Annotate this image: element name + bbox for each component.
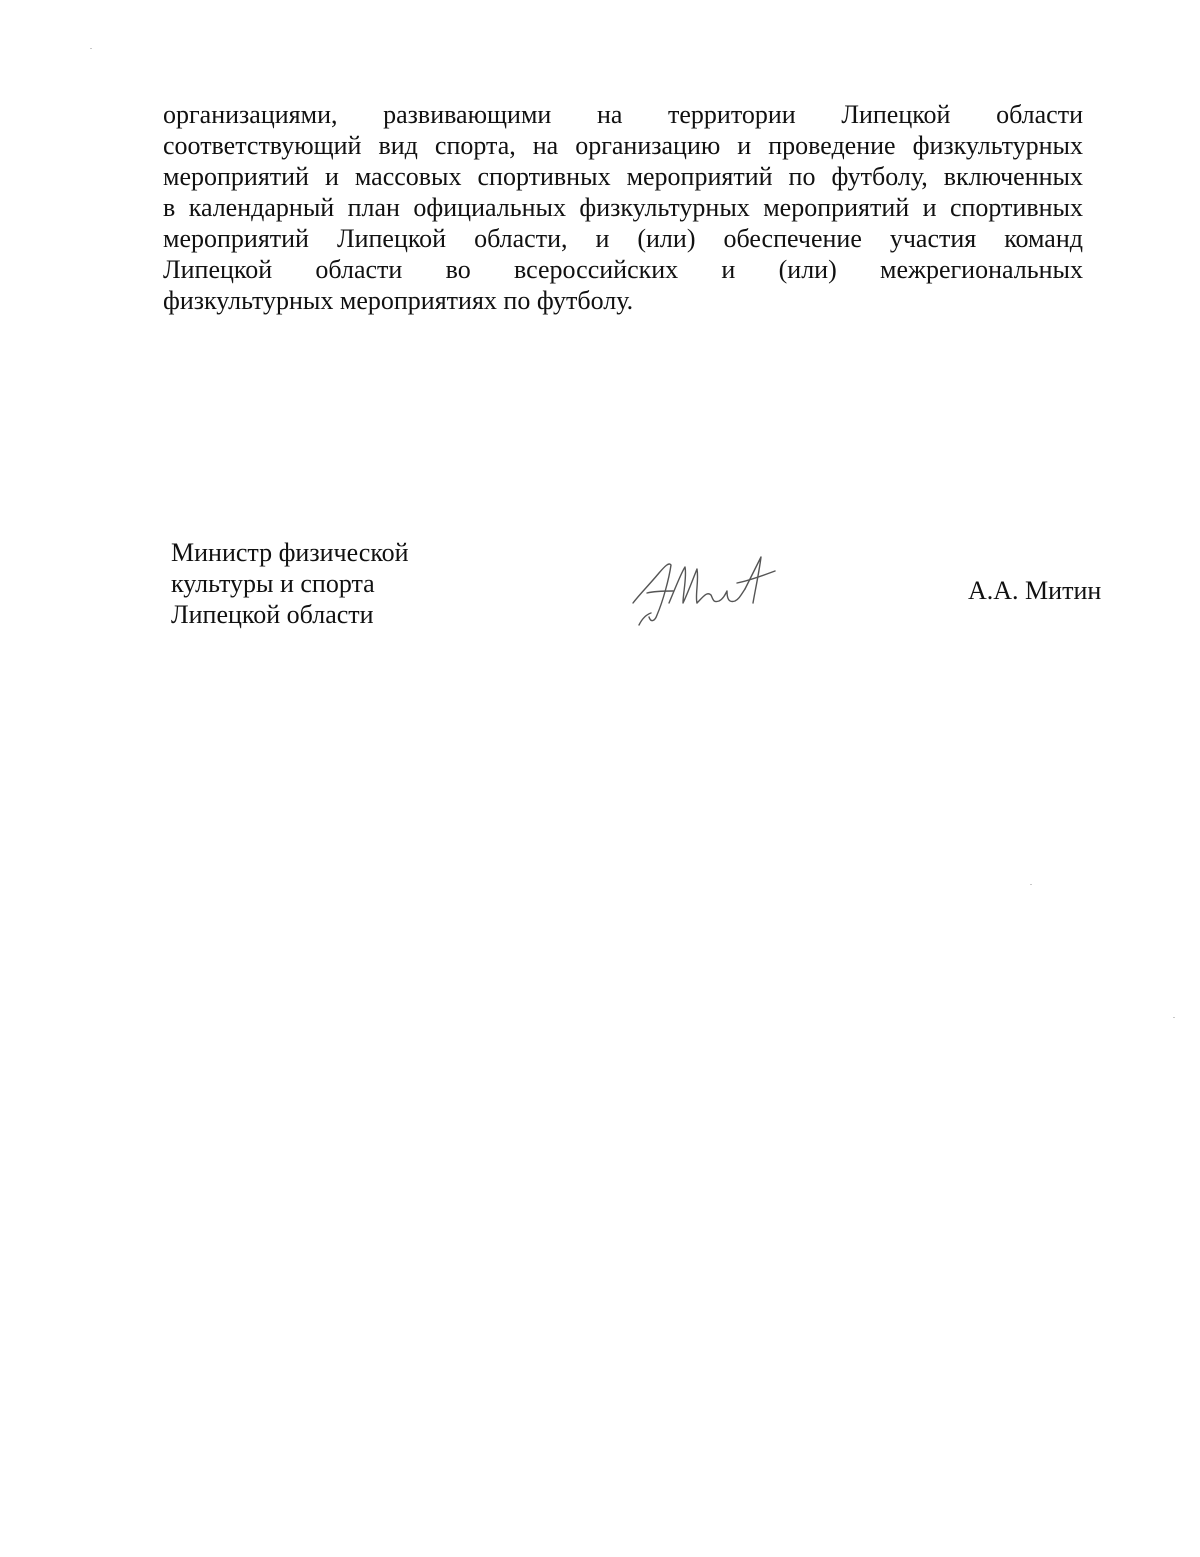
body-line: мероприятий Липецкой области, и (или) обеспечение участия команд xyxy=(163,224,1083,253)
body-line: соответствующий вид спорта, на организацию и проведение физкультурных xyxy=(163,131,1083,160)
signer-position-line: культуры и спорта xyxy=(171,569,375,598)
signer-position-line: Министр физической xyxy=(171,538,409,567)
body-line: в календарный план официальных физкультурных мероприятий и спортивных xyxy=(163,193,1083,222)
signer-position-line: Липецкой области xyxy=(171,600,374,629)
scan-speck xyxy=(1173,1017,1175,1018)
signature-block xyxy=(171,537,1121,637)
body-line: организациями, развивающими на территории Липецкой области xyxy=(163,100,1083,129)
body-paragraph xyxy=(163,99,1083,316)
handwritten-signature xyxy=(629,551,809,631)
signer-name: А.А. Митин xyxy=(968,576,1102,605)
body-line: мероприятий и массовых спортивных мероприятий по футболу, включенных xyxy=(163,162,1083,191)
scan-speck xyxy=(1030,884,1032,885)
scan-speck xyxy=(90,48,92,49)
body-line-last: физкультурных мероприятиях по футболу. xyxy=(163,286,634,315)
signer-position xyxy=(171,537,409,630)
body-line: Липецкой области во всероссийских и (или) межрегиональных xyxy=(163,255,1083,284)
